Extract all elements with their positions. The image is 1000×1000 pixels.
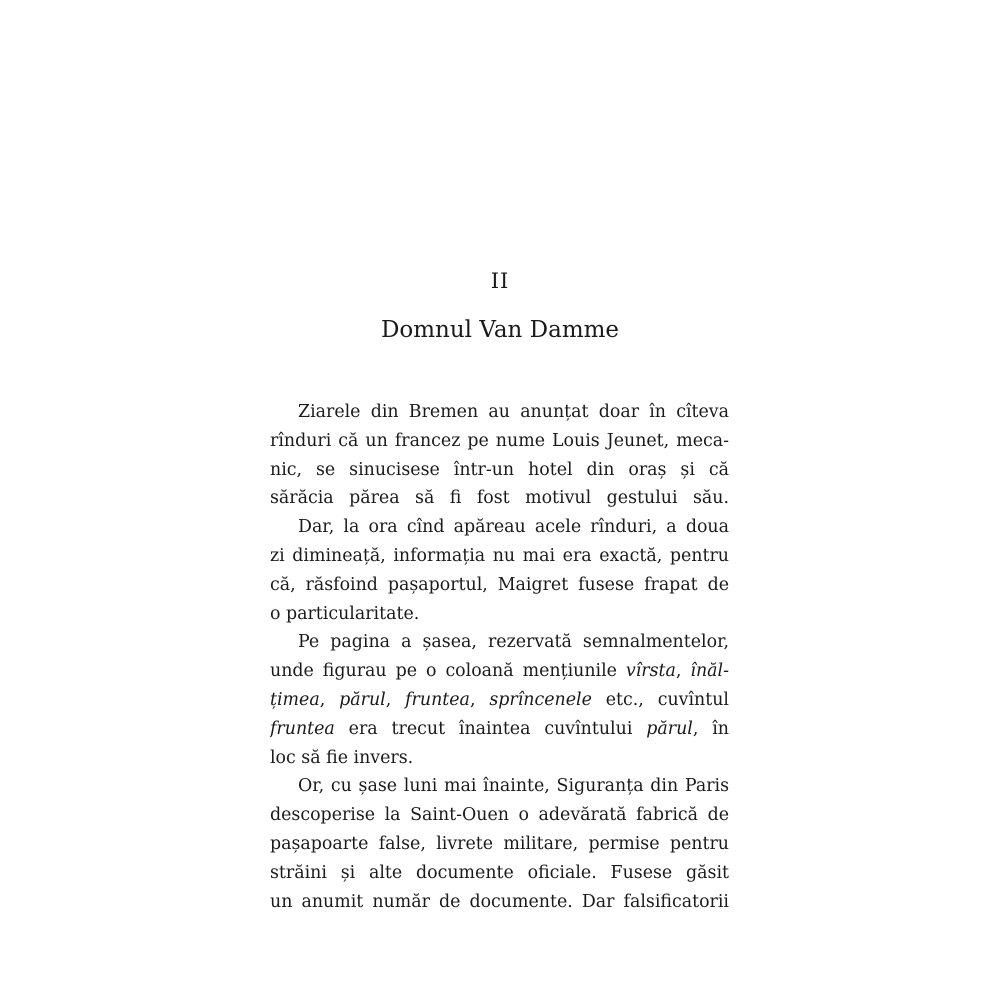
text-line: străini și alte documente oficiale. Fusese găsit: [270, 862, 729, 883]
italic-term: fruntea: [270, 718, 335, 739]
paragraph-1: [270, 398, 729, 513]
chapter-number: II: [490, 269, 510, 293]
chapter-body: [270, 398, 729, 916]
text-line: că, răsfoind pașaportul, Maigret fusese frapat de: [270, 574, 729, 595]
text-line: rînduri că un francez pe nume Louis Jeunet, meca-: [270, 430, 729, 451]
italic-term: vîrsta: [625, 661, 676, 682]
italic-term: sprîncenele: [489, 689, 592, 710]
text-line: Or, cu șase luni mai înainte, Siguranța din Paris: [298, 776, 729, 797]
text-segment: ,: [385, 689, 406, 710]
text-line: un anumit număr de documente. Dar falsificatorii: [270, 891, 729, 912]
italic-term: părul: [339, 689, 386, 710]
paragraph-4: [270, 772, 729, 916]
italic-term: țimea: [270, 689, 320, 710]
text-segment: ,: [675, 661, 691, 682]
text-line: o particularitate.: [270, 603, 420, 624]
paragraph-3: [270, 628, 729, 772]
paragraph-2: [270, 513, 729, 628]
text-segment: ,: [319, 689, 340, 710]
chapter-title: Domnul Van Damme: [380, 317, 620, 343]
text-segment: unde figurau pe o coloană mențiunile: [270, 661, 626, 682]
text-line: [270, 657, 729, 686]
italic-term: înăl-: [690, 661, 729, 682]
text-line: zi dimineață, informația nu mai era exactă, pentru: [270, 545, 729, 566]
text-segment: , în: [692, 718, 729, 739]
text-line: Ziarele din Bremen au anunțat doar în cîteva: [298, 402, 729, 422]
text-line: nic, se sinucisese într-un hotel din oraș și că: [270, 459, 729, 480]
text-line: loc să fie invers.: [270, 747, 414, 768]
text-line: [270, 686, 729, 715]
text-segment: era trecut înaintea cuvîntului: [334, 718, 647, 739]
text-segment: ,: [469, 689, 490, 710]
text-line: descoperise la Saint-Ouen o adevărată fabrică de: [270, 805, 729, 826]
italic-term: părul: [646, 718, 693, 739]
text-line: [270, 715, 729, 744]
italic-term: fruntea: [405, 689, 470, 710]
text-line: pașapoarte false, livrete militare, permise pentru: [270, 833, 729, 854]
text-segment: etc., cuvîntul: [591, 689, 729, 710]
text-line: sărăcia părea să fi fost motivul gestului său.: [270, 488, 729, 509]
text-line: Dar, la ora cînd apăreau acele rînduri, a doua: [298, 517, 729, 538]
text-line: Pe pagina a șasea, rezervată semnalmentelor,: [298, 632, 729, 653]
